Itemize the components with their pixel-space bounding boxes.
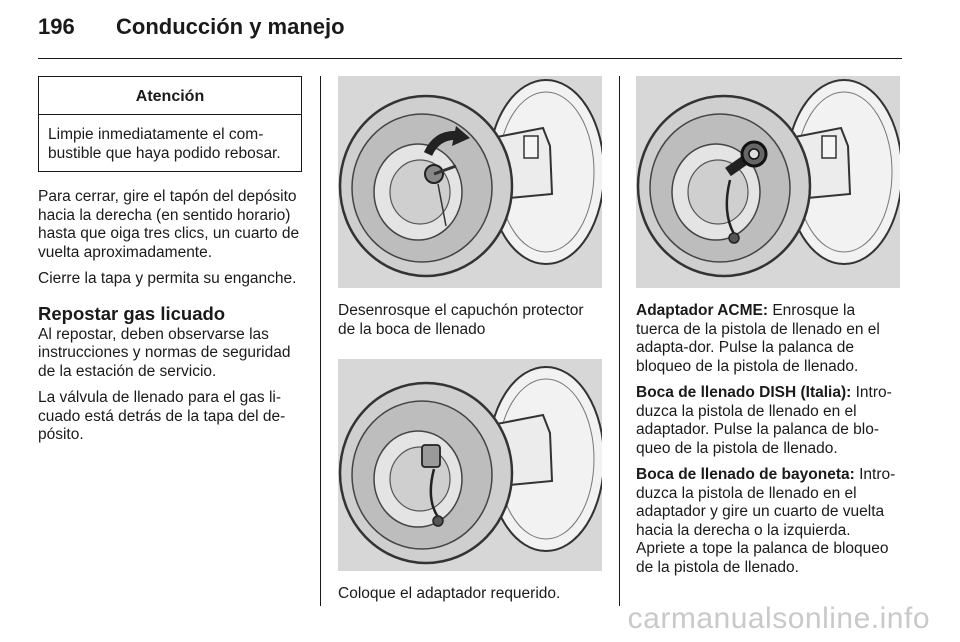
attention-body: Limpie inmediatamente el com- bustible que haya podido rebosar. bbox=[48, 126, 281, 162]
dish-filler-paragraph bbox=[636, 384, 902, 458]
close-cap-paragraph: Para cerrar, gire el tapón del depósito hacia la derecha (en sentido horario) hasta que oiga tres clics, un cuarto de vuelta aproximadamente. bbox=[38, 188, 300, 261]
fuel-flap-adapter-fitted-illustration bbox=[636, 76, 900, 288]
column-2 bbox=[338, 76, 603, 604]
attention-title: Atención bbox=[39, 77, 301, 115]
caption-unscrew-cap: Desenrosque el capuchón protector de la boca de llenado bbox=[338, 302, 584, 338]
watermark: carmanualsonline.info bbox=[627, 602, 930, 635]
figure-unscrew-cap bbox=[338, 76, 602, 288]
column-3 bbox=[636, 76, 902, 577]
column-divider-2 bbox=[619, 76, 620, 606]
acme-adapter-label: Adaptador ACME: bbox=[636, 302, 769, 319]
lpg-valve-paragraph: La válvula de llenado para el gas li- cuado está detrás de la tapa del de- pósito. bbox=[38, 389, 286, 443]
caption-fit-adapter: Coloque el adaptador requerido. bbox=[338, 585, 561, 602]
bayonet-filler-label: Boca de llenado de bayoneta: bbox=[636, 466, 855, 483]
attention-box bbox=[38, 76, 302, 172]
header-rule bbox=[38, 58, 902, 59]
lpg-heading: Repostar gas licuado bbox=[38, 302, 226, 324]
column-divider-1 bbox=[320, 76, 321, 606]
lpg-safety-paragraph: Al repostar, deben observarse las instrucciones y normas de seguridad de la estación de servicio. bbox=[38, 325, 291, 380]
dish-filler-label: Boca de llenado DISH (Italia): bbox=[636, 384, 852, 401]
figure-fit-adapter bbox=[338, 359, 602, 571]
page-number: 196 bbox=[38, 14, 75, 39]
fuel-flap-cap-illustration bbox=[338, 76, 602, 288]
column-1 bbox=[38, 76, 303, 445]
figure-adapter-fitted bbox=[636, 76, 900, 288]
fuel-flap-adapter-illustration bbox=[338, 359, 602, 571]
bayonet-filler-text: Intro-duzca la pistola de llenado en el adaptador y gire un cuarto de vuelta hacia la derecha o la izquierda. Apriete a tope la palanca de bloqueo de la pistola de llenado. bbox=[636, 466, 896, 576]
acme-adapter-paragraph bbox=[636, 302, 902, 376]
dish-filler-text: Intro-duzca la pistola de llenado en el adaptador. Pulse la palanca de blo-queo de la pistola de llenado. bbox=[636, 384, 892, 457]
bayonet-filler-paragraph bbox=[636, 466, 902, 577]
section-title: Conducción y manejo bbox=[116, 14, 345, 39]
acme-adapter-text: Enrosque la tuerca de la pistola de llenado en el adapta-dor. Pulse la palanca de bloqueo de la pistola de llenado. bbox=[636, 302, 880, 375]
close-flap-paragraph: Cierre la tapa y permita su enganche. bbox=[38, 270, 297, 287]
page-header bbox=[38, 14, 345, 46]
